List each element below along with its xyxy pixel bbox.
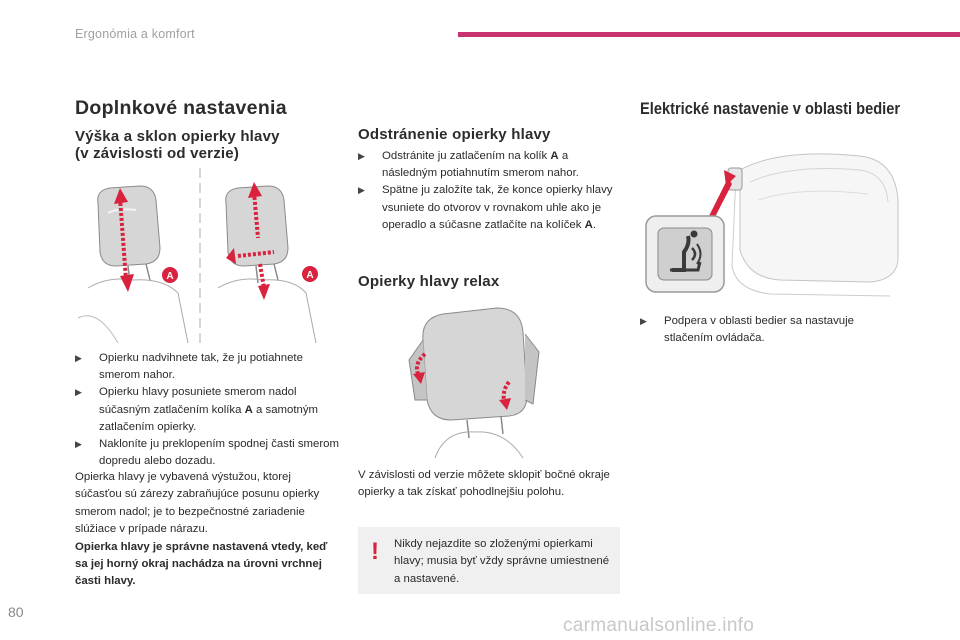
bullet-text: a následným potiahnutím smerom nahor. (382, 150, 579, 180)
note-bold-text: Opierka hlavy je správne nastavená vtedy, keď sa jej horný okraj nachádza na úrovni vrchnej časti hlavy. (75, 540, 328, 588)
header-accent-bar (458, 32, 960, 37)
arrow-bullet-icon: ▶ (75, 439, 82, 450)
arrow-bullet-icon: ▶ (358, 185, 365, 196)
bullet-text: Odstránite ju zatlačením na kolík (382, 150, 551, 162)
watermark: carmanualsonline.info (563, 615, 755, 636)
list-item (75, 350, 340, 384)
headrest-adjust-illustration (78, 168, 338, 343)
bullet-text: Opierku nadvihnete tak, že ju potiahnete smerom nahor. (99, 352, 303, 382)
list-item (358, 182, 620, 234)
relax-headrest-text: V závislosti od verzie môžete sklopiť bočné okraje opierky a tak získať pohodlnejšiu polohu. (358, 469, 610, 499)
bullet-text: . (592, 218, 597, 231)
section-label: Ergonómia a komfort (75, 27, 195, 41)
bullet-text: Spätne ju založíte tak, že konce opierky hlavy vsuniete do otvorov v rovnakom uhle ako je operadlo a súčasne zatlačíte na kolíček (382, 184, 613, 231)
headrest-removal-bullets (358, 148, 620, 234)
arrow-bullet-icon: ▶ (640, 316, 647, 326)
lumbar-control-illustration (640, 130, 910, 300)
arrow-bullet-icon: ▶ (75, 353, 82, 363)
fig-label-a-right: A (306, 270, 314, 281)
warning-text: Nikdy nejazdite so zloženými opierkami hlavy; musia byť vždy správne umiestnené a nastavené. (394, 538, 610, 585)
note-text: Opierka hlavy je vybavená výstužou, ktorej súčasťou sú zárezy zabraňujúce posunu opierky smerom nadol; je to bezpečnostné zariadenie slúžiace v prípade nárazu. (75, 471, 320, 536)
page-title: Doplnkové nastavenia (75, 97, 287, 119)
pin-key: A (244, 403, 253, 416)
bullet-text: Nakloníte ju preklopením spodnej časti smerom dopredu alebo dozadu. (99, 438, 339, 468)
arrow-bullet-icon: ▶ (358, 151, 365, 161)
pin-key: A (584, 218, 593, 231)
page-number: 80 (8, 604, 24, 620)
bullet-text: a samotným zatlačením opierky. (99, 403, 319, 433)
warning-icon: ! (371, 538, 379, 565)
headrest-removal-heading: Odstránenie opierky hlavy (358, 126, 551, 143)
fig-label-a-left: A (166, 271, 174, 282)
headrest-height-heading-line1: Výška a sklon opierky hlavy (75, 128, 280, 145)
lumbar-bullets (640, 313, 902, 347)
headrest-height-heading (75, 128, 280, 162)
headrest-height-heading-line2: (v závislosti od verzie) (75, 145, 240, 162)
list-item (358, 148, 620, 182)
list-item (75, 384, 340, 436)
headrest-height-bullets (75, 350, 340, 470)
lumbar-adjust-heading: Elektrické nastavenie v oblasti bedier (640, 99, 901, 118)
bullet-text: Opierku hlavy posuniete smerom nadol súčasným zatlačením kolíka (99, 386, 297, 416)
pin-key: A (550, 150, 559, 162)
list-item (640, 313, 902, 347)
headrest-safety-note (75, 469, 337, 591)
relax-headrest-illustration (405, 300, 545, 458)
relax-headrest-heading: Opierky hlavy relax (358, 273, 500, 290)
bullet-text: Podpera v oblasti bedier sa nastavuje stlačením ovládača. (664, 315, 854, 345)
arrow-bullet-icon: ▶ (75, 387, 82, 398)
list-item (75, 436, 340, 470)
